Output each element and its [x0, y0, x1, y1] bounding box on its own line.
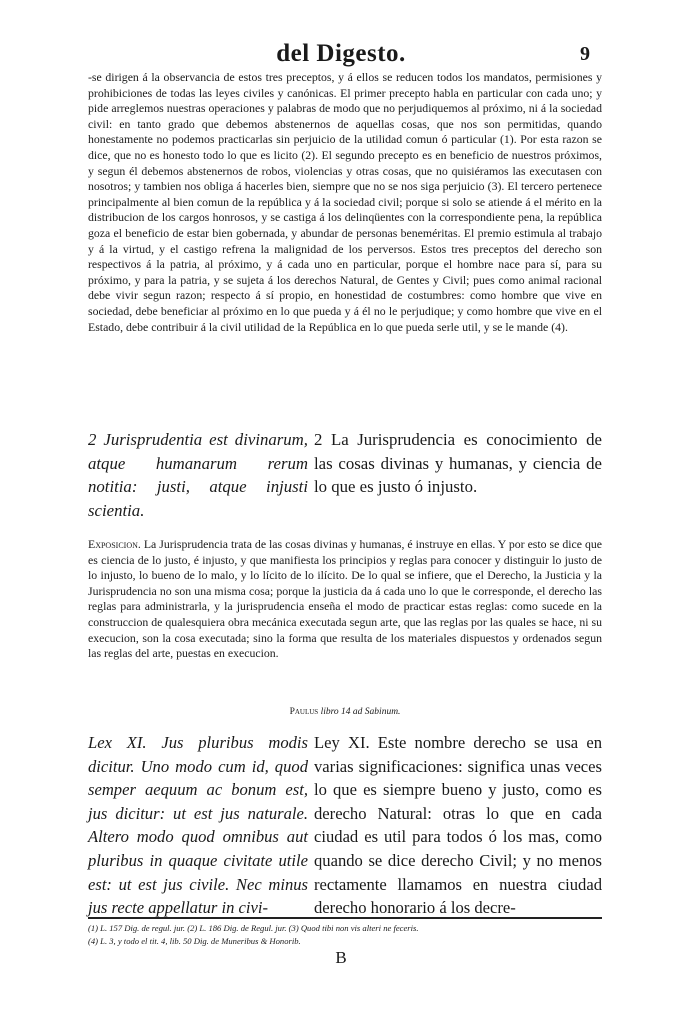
source-work: libro 14 ad Sabinum. — [320, 707, 401, 717]
lex-11-latin: Lex XI. Jus pluribus modis dicitur. Uno modo cum id, quod semper aequum ac bonum est, jus dicitur: ut est jus naturale. Altero modo quod omnibus aut pluribus in quaque civitate utile est: ut est jus civile. Nec minus jus recte appellatur in civi- — [88, 733, 308, 918]
source-author: Paulus — [289, 707, 319, 717]
exposicion-label: Exposicion. — [88, 537, 141, 551]
footnote-line-1: (1) L. 157 Dig. de regul. jur. (2) L. 186 Dig. de Regul. jur. (3) Quod tibi non vis alteri ne feceris. — [88, 923, 419, 933]
footnotes — [88, 922, 602, 947]
section-2-spanish: 2 La Jurisprudencia es conocimiento de las cosas divinas y humanas, y ciencia de lo que es justo ó injusto. — [314, 430, 602, 496]
footnote-rule — [88, 917, 602, 919]
exposicion-text: La Jurisprudencia trata de las cosas divinas y humanas, é instruye en ellas. Y por esto se dice que es ciencia de lo justo, é injusto, y que manifiesta los principios y reglas para conocer y distinguir lo justo de lo injusto, lo bueno de lo malo, y lo lícito de lo ilícito. De lo qual se infiere, que el Derecho, la Justicia y la Jurisprudencia no son una misma cosa; porque la justicia da á cada uno lo que le corresponde, el derecho las reglas para administrarla, y la jurisprudencia enseña el modo de practicar estas reglas: como sucede en la construccion de qualesquiera obra mecánica executada segun arte, que las reglas por las quales se hace, ni su execucion, son la cosa executada; sino la forma que resulta de los materiales dispuestos y ordenados segun las reglas del arte, puestas en execucion. — [88, 537, 602, 661]
intro-paragraph: -se dirigen á la observancia de estos tres preceptos, y á ellos se reducen todos los mandatos, permisiones y prohibiciones de todas las leyes civiles y canónicas. El primer precepto habla en particular con cada uno; y pide arreglemos nuestras operaciones y palabras de modo que no perjudiquemos al próximo, ni á la sociedad civil: en tanto grado que debemos abstenernos de aquellas cosas, que nos son permitidas, quando honestamente no podemos practicarlas sin perjuicio de la utilidad comun ó particular (1). Por esta razon se dice, que no es honesto todo lo que es licito (2). El segundo precepto es en beneficio de nuestros próximos, y segun él debemos abstenernos de robos, violencias y otras cosas, que no quisiéramos las executasen con nosotros; y tambien nos obliga á hacerles bien, siempre que no se nos siga perjuicio (3). El tercero pertenece principalmente al bien comun de la república y á la sociedad civil; porque si solo se atiende á el mérito en la distribucion de los cargos honrosos, y se castiga á los delinqüentes con la correspondiente pena, la república goza el beneficio de estar bien gobernada, y abundar de personas beneméritas. El premio estimula al trabajo y á la virtud, y el castigo refrena la malignidad de los perversos. Estos tres preceptos del derecho son respectivos á la patria, al próximo, y á cada uno en particular, porque el hombre nace para sí, para su próximo, y para la patria, y se sujeta á los derechos Natural, de Gentes y Civil; pues como animal racional debe vivir segun razon; respecto á sí propio, en honestidad de costumbres: como hombre que vive en sociedad, debe beneficiar al próximo en lo que pueda y á él no le perjudique; y como hombre que vive en el Estado, debe contribuir á la civil utilidad de la República en lo que pueda serle util, y se le mande (4). — [88, 70, 602, 334]
running-head — [60, 40, 622, 72]
lex-11-columns — [88, 731, 602, 920]
footnote-line-2: (4) L. 3, y todo el tit. 4, lib. 50 Dig. de Muneribus & Honorib. — [88, 935, 301, 946]
signature-mark: B — [335, 948, 347, 967]
exposicion-block — [88, 537, 602, 662]
exposicion-paragraph — [88, 537, 602, 662]
running-title: del Digesto. — [276, 40, 406, 67]
section-2-latin: 2 Jurisprudentia est divinarum, atque humanarum rerum notitia: justi, atque injusti scientia. — [88, 430, 308, 520]
page-number: 9 — [580, 43, 590, 65]
intro-paragraph-block — [88, 70, 602, 335]
section-2-columns — [88, 428, 602, 522]
lex-11-spanish: Ley XI. Este nombre derecho se usa en varias significaciones: significa unas veces lo que es siempre bueno y justo, como es derecho Natural: otras lo que en cada ciudad es util para todos ó los mas, como quando se dice derecho Civil; y no menos rectamente llamamos en nuestra ciudad derecho honorario á los decre- — [314, 733, 602, 918]
source-attribution — [88, 707, 602, 717]
